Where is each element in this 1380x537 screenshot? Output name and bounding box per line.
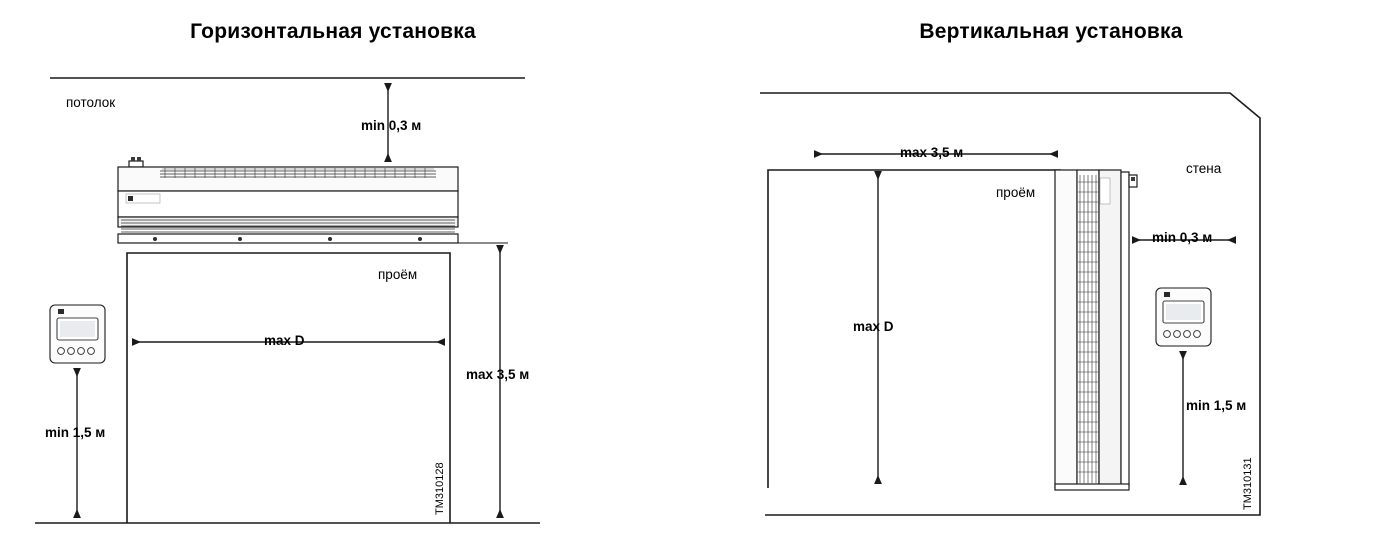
vertical-installation-panel: [690, 0, 1380, 537]
left-panel-title: Горизонтальная установка: [190, 20, 476, 43]
drawing-code-right: TM310131: [1242, 457, 1254, 510]
label-min-controller-height: min 1,5 м: [1186, 398, 1247, 413]
label-opening: проём: [996, 185, 1036, 200]
drawing-code-left: TM310128: [434, 462, 446, 515]
control-panel-device: [1156, 288, 1211, 346]
label-opening: проём: [378, 267, 418, 282]
control-panel-device: [50, 305, 105, 363]
label-max-height: max D: [853, 319, 894, 334]
label-min-controller-height: min 1,5 м: [45, 425, 106, 440]
opening-outline: [768, 170, 1060, 488]
air-curtain-unit: [1055, 170, 1137, 490]
label-ceiling: потолок: [66, 95, 116, 110]
air-curtain-unit: [118, 157, 458, 243]
label-wall: стена: [1186, 161, 1222, 176]
right-panel-title: Вертикальная установка: [919, 20, 1183, 43]
opening-outline: [127, 253, 450, 523]
label-max-distance: max 3,5 м: [900, 145, 964, 160]
vertical-installation-drawing: [690, 0, 1380, 537]
label-max-width: max D: [264, 333, 305, 348]
label-max-height: max 3,5 м: [466, 367, 530, 382]
label-min-gap-wall: min 0,3 м: [1152, 230, 1213, 245]
label-min-gap-ceiling: min 0,3 м: [361, 118, 422, 133]
